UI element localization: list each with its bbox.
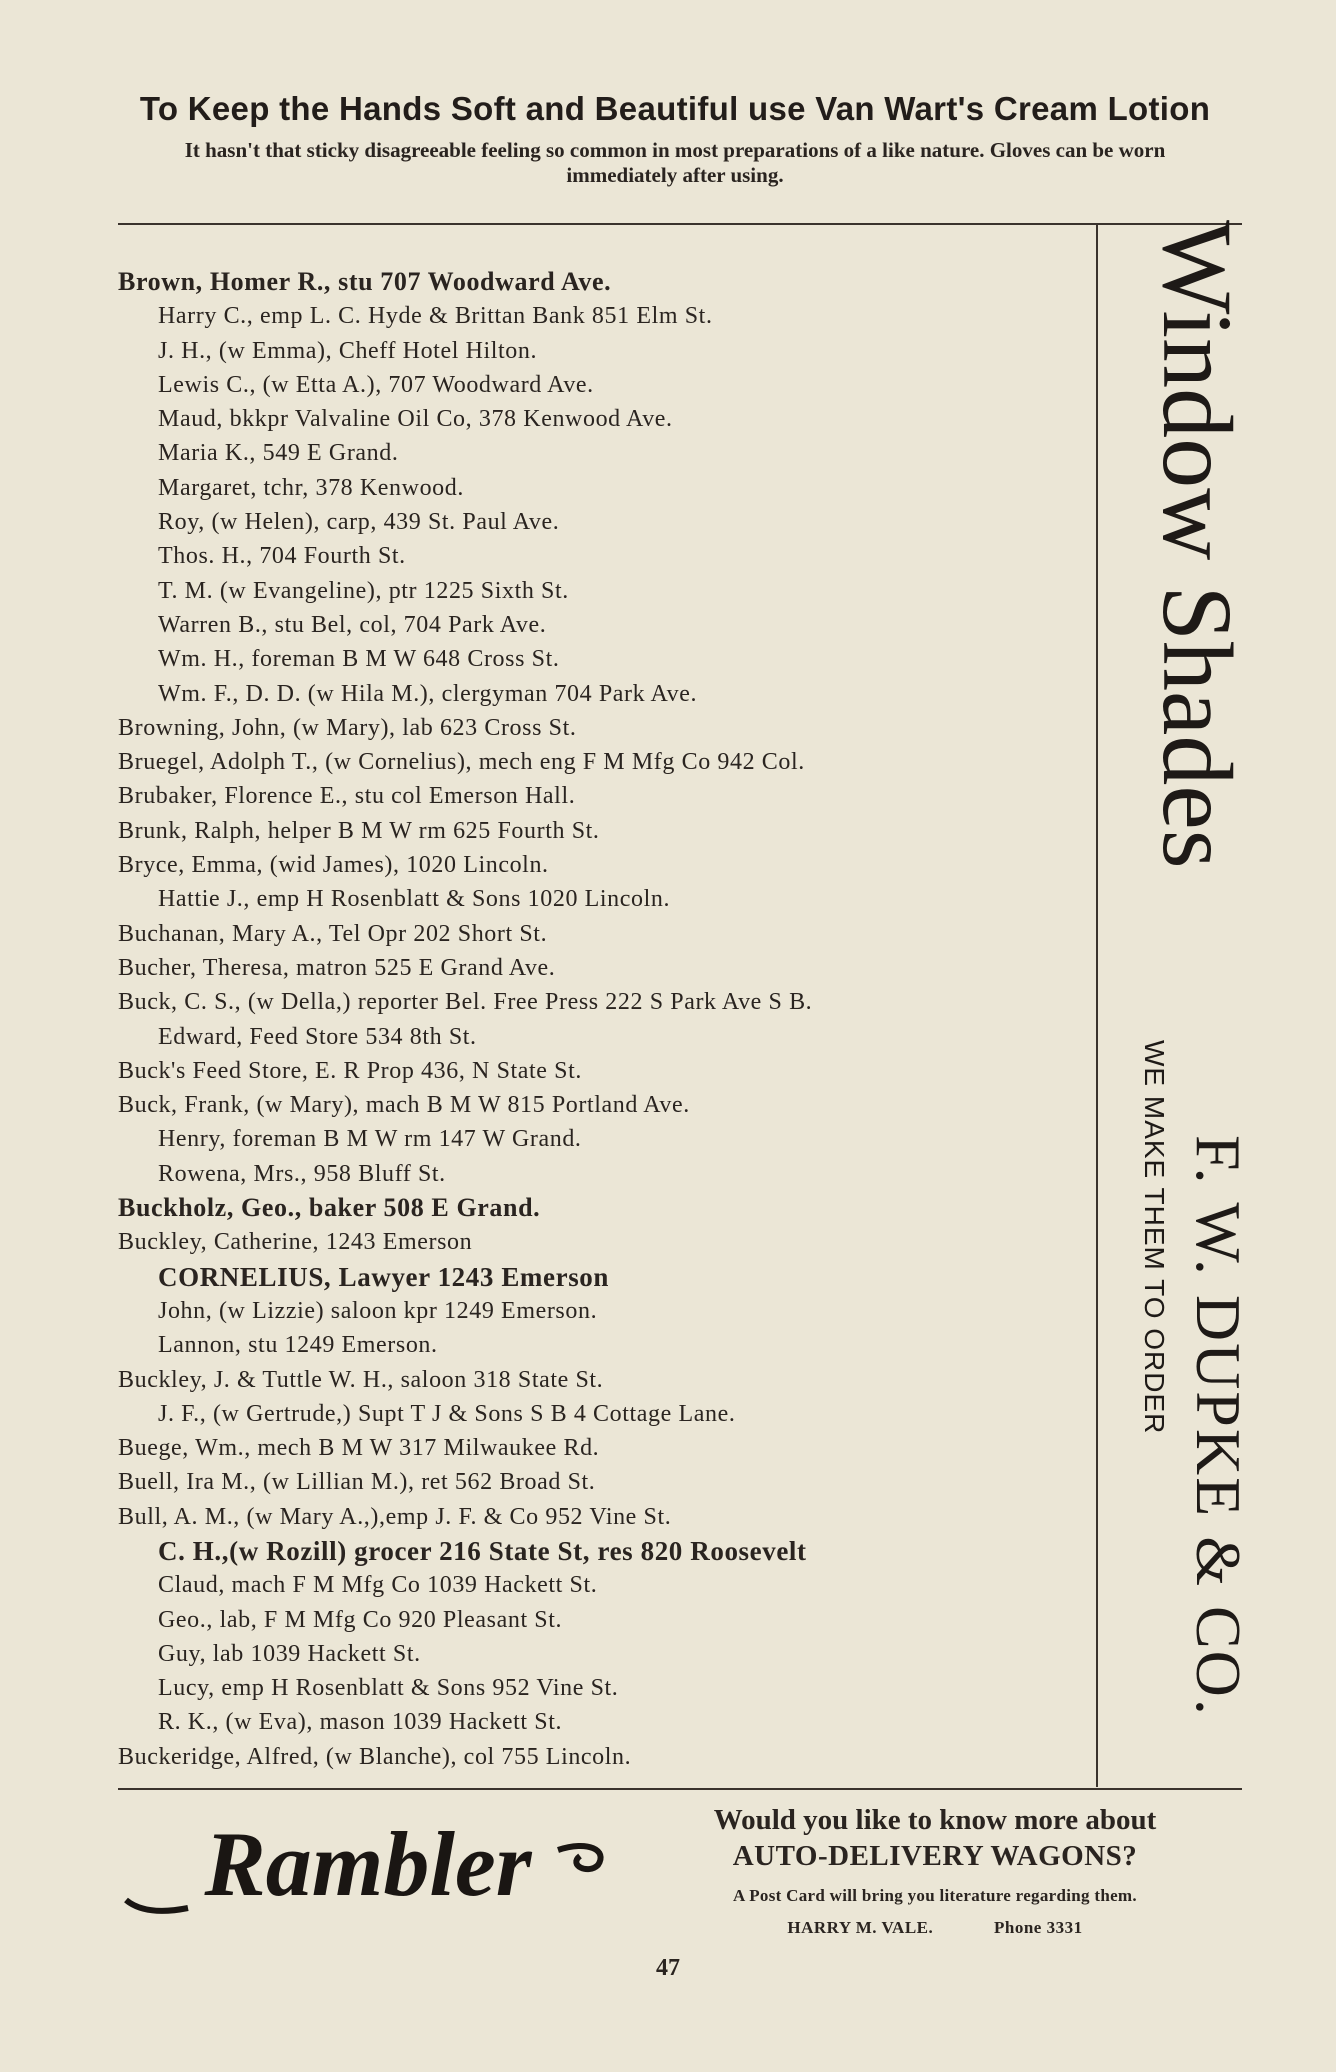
directory-entry: R. K., (w Eva), mason 1039 Hackett St. [158,1709,563,1736]
side-ad-tagline: WE MAKE THEM TO ORDER [1139,1040,1170,1435]
directory-entry: J. F., (w Gertrude,) Supt T J & Sons S B 4 Cottage Lane. [158,1400,736,1427]
bottom-divider [118,1788,1242,1790]
ad-phone: Phone 3331 [994,1918,1083,1937]
directory-entry: Lewis C., (w Etta A.), 707 Woodward Ave. [158,371,594,398]
directory-entry: Margaret, tchr, 378 Kenwood. [158,474,464,501]
top-advertisement [100,90,1250,188]
directory-entry: Geo., lab, F M Mfg Co 920 Pleasant St. [158,1606,563,1633]
directory-entry: CORNELIUS, Lawyer 1243 Emerson [158,1261,610,1292]
directory-entry: Hattie J., emp H Rosenblatt & Sons 1020 Lincoln. [158,886,671,913]
directory-entry: Buchanan, Mary A., Tel Opr 202 Short St. [118,920,548,947]
directory-entry: Henry, foreman B M W rm 147 W Grand. [158,1126,582,1153]
directory-entry: Lucy, emp H Rosenblatt & Sons 952 Vine St. [158,1675,619,1702]
ad-subtext: It hasn't that sticky disagreeable feeling so common in most preparations of a like nature. Gloves can be worn immediately after using. [184,138,1166,187]
directory-entry: Buege, Wm., mech B M W 317 Milwaukee Rd. [118,1435,600,1462]
directory-entry: J. H., (w Emma), Cheff Hotel Hilton. [158,337,538,364]
directory-entry: Buck's Feed Store, E. R Prop 436, N State St. [118,1057,582,1084]
directory-entry: Maria K., 549 E Grand. [158,440,399,467]
directory-entry: T. M. (w Evangeline), ptr 1225 Sixth St. [158,577,569,604]
ad-contact [640,1918,1230,1938]
ad-headline: To Keep the Hands Soft and Beautiful use Van Wart's Cream Lotion [139,90,1211,127]
directory-entry: Bruegel, Adolph T., (w Cornelius), mech eng F M Mfg Co 942 Col. [118,749,805,776]
top-divider [118,223,1242,225]
directory-entry: Maud, bkkpr Valvaline Oil Co, 378 Kenwood Ave. [158,406,673,433]
ad-question-line2: AUTO-DELIVERY WAGONS? [732,1840,1138,1872]
directory-entry: Buell, Ira M., (w Lillian M.), ret 562 Broad St. [118,1469,596,1496]
directory-entry: Bull, A. M., (w Mary A.,),emp J. F. & Co 952 Vine St. [118,1503,672,1530]
directory-entry: Lannon, stu 1249 Emerson. [158,1332,438,1359]
directory-entry: Guy, lab 1039 Hackett St. [158,1640,421,1667]
directory-entry: Wm. F., D. D. (w Hila M.), clergyman 704 Park Ave. [158,680,698,707]
ad-question-line1: Would you like to know more about [713,1804,1157,1836]
directory-entry: Rowena, Mrs., 958 Bluff St. [158,1160,446,1187]
directory-entry: Thos. H., 704 Fourth St. [158,543,406,570]
directory-entry: Edward, Feed Store 534 8th St. [158,1023,477,1050]
side-ad-company: F. W. DUPKE & CO. [1183,1135,1254,1717]
directory-entry: Harry C., emp L. C. Hyde & Brittan Bank 851 Elm St. [158,303,713,330]
rambler-logo-text: Rambler [204,1813,532,1915]
directory-entry: Browning, John, (w Mary), lab 623 Cross St. [118,714,577,741]
column-divider [1096,225,1098,1787]
directory-entry: Claud, mach F M Mfg Co 1039 Hackett St. [158,1572,598,1599]
directory-entry: Buck, C. S., (w Della,) reporter Bel. Free Press 222 S Park Ave S B. [118,989,813,1016]
directory-entry: Roy, (w Helen), carp, 439 St. Paul Ave. [158,509,560,536]
ad-postcard-text: A Post Card will bring you literature regarding them. [733,1886,1137,1905]
directory-entry: John, (w Lizzie) saloon kpr 1249 Emerson. [158,1297,598,1324]
rambler-logo [118,1810,618,1920]
directory-entry: Buckley, Catherine, 1243 Emerson [118,1229,473,1256]
directory-entry: Buckley, J. & Tuttle W. H., saloon 318 State St. [118,1366,604,1393]
directory-entry: Brunk, Ralph, helper B M W rm 625 Fourth St. [118,817,600,844]
page-number: 47 [656,1955,680,1981]
ad-contact-name: HARRY M. VALE. [787,1918,934,1937]
side-advertisement [1100,220,1260,1785]
directory-entry: Warren B., stu Bel, col, 704 Park Ave. [158,611,547,638]
directory-entry: Buckeridge, Alfred, (w Blanche), col 755 Lincoln. [118,1743,632,1770]
directory-entry: Brown, Homer R., stu 707 Woodward Ave. [118,267,612,296]
directory-entry: Brubaker, Florence E., stu col Emerson Hall. [118,783,576,810]
directory-entry: Buckholz, Geo., baker 508 E Grand. [118,1193,541,1223]
directory-listing [118,265,1088,1774]
directory-entry: Buck, Frank, (w Mary), mach B M W 815 Portland Ave. [118,1092,690,1119]
bottom-advertisement [640,1802,1230,1938]
directory-entry: Bucher, Theresa, matron 525 E Grand Ave. [118,954,556,981]
directory-entry: Bryce, Emma, (wid James), 1020 Lincoln. [118,852,549,879]
directory-entry: C. H.,(w Rozill) grocer 216 State St, res 820 Roosevelt [158,1535,807,1566]
side-ad-product: Window Shades [1142,220,1253,869]
directory-entry: Wm. H., foreman B M W 648 Cross St. [158,646,560,673]
